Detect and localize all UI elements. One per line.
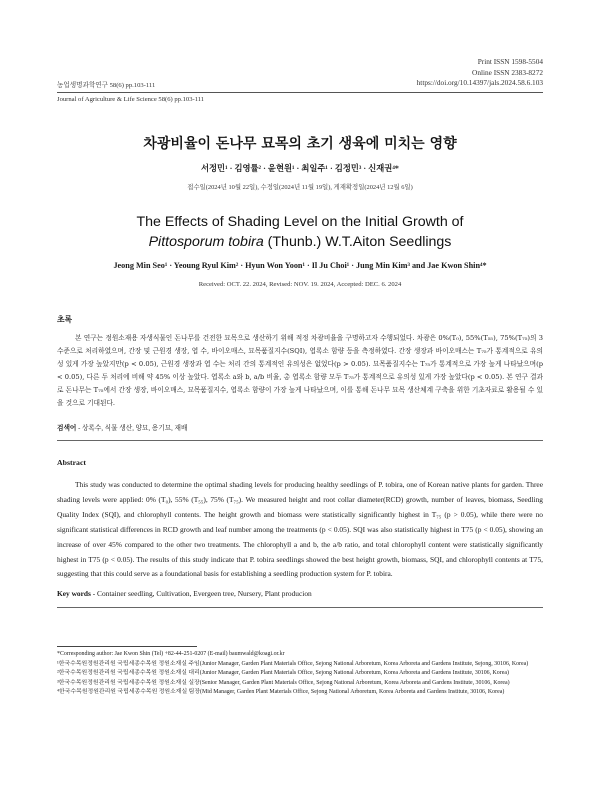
title-english — [0, 212, 600, 252]
keywords-en-values: - Container seedling, Cultivation, Evergeen tree, Nursery, Plant producion — [90, 589, 312, 598]
journal-en: Journal of Agriculture & Life Science 58(6) pp.103-111 — [57, 96, 205, 103]
footnote-corresponding: *Corresponding author: Jae Kwon Shin (Tel) +82-44-251-0207 (E-mail) baumwald@koagi.or.kr — [57, 651, 285, 657]
dates-korean: 접수일(2024년 10월 22일), 수정일(2024년 11월 19일), 게재확정일(2024년 12월 6일) — [187, 184, 413, 191]
journal-kr: 농업생명과학연구 58(6) pp.103-111 — [57, 82, 156, 89]
species-name: Pittosporum tobira — [148, 234, 264, 250]
keywords-en-label: Key words — [57, 589, 91, 598]
keywords-kr-values: - 상록수, 식물 생산, 양묘, 용기묘, 재배 — [76, 425, 188, 432]
dates-english: Received: OCT. 22. 2024, Revised: NOV. 19. 2024, Accepted: DEC. 6. 2024 — [198, 281, 402, 288]
footnote-1: ¹한국수목원정원관리원 국립세종수목원 정원소재실 주임(Junior Manager, Garden Plant Materials Office, Sejong National Arboretum, Korea Arboreta and Gardens Institute, Sejong, 30106, Korea) — [57, 660, 529, 667]
abstract-en-heading: Abstract — [57, 458, 87, 467]
footnote-2: ²한국수목원정원관리원 국립세종수목원 정원소재실 대리(Junior Manager, Garden Plant Materials Office, Sejong National Arboretum, Korea Arboreta and Gardens Institute, 30106, Korea) — [57, 670, 509, 677]
title-korean: 차광비율이 돈나무 묘목의 초기 생육에 미치는 영향 — [143, 136, 457, 152]
authors-english: Jeong Min Seo¹ · Yeoung Ryul Kim² · Hyun Won Yoon¹ · Il Ju Choi¹ · Jung Min Kim³ and Jae Kwon Shin⁴* — [113, 261, 487, 270]
abstract-kr-heading: 초록 — [57, 315, 73, 324]
footnotes — [57, 650, 547, 698]
footnote-4: ⁴한국수목원정원관리원 국립세종수목원 정원소재실 팀장(Mid Manager, Garden Plant Materials Office, Sejong National Arboretum, Korea Arboreta and Gardens Institute, 30106, Korea) — [57, 689, 505, 696]
issn-block — [417, 57, 543, 89]
print-issn: Print ISSN 1598-5504 — [477, 57, 543, 66]
header-divider — [57, 92, 543, 93]
footnote-3: ³한국수목원정원관리원 국립세종수목원 정원소재실 실장(Senior Manager, Garden Plant Materials Office, Sejong National Arboretum, Korea Arboreta and Gardens Institute, 30106, Korea) — [57, 679, 510, 686]
title-english-line2 — [0, 232, 600, 252]
title-english-rest: (Thunb.) W.T.Aiton Seedlings — [263, 234, 452, 250]
section-divider — [57, 440, 543, 441]
authors-korean: 서정민¹ · 김영률² · 윤현원¹ · 최일주¹ · 김정민³ · 신재권⁴* — [201, 164, 399, 173]
keywords-english — [57, 589, 312, 598]
title-english-line1: The Effects of Shading Level on the Initial Growth of — [136, 214, 464, 230]
online-issn: Online ISSN 2383-8272 — [472, 67, 543, 77]
footnote-divider — [57, 646, 197, 647]
keywords-korean — [57, 422, 187, 432]
abstract-korean: 본 연구는 정원소재용 자생식물인 돈나무를 건전한 묘목으로 생산하기 위해 적정 차광비율을 구명하고자 수행되었다. 차광은 0%(T₀), 55%(T₅₅), 75%(T₇₅)의 3수준으로 처리하였으며, 간장 및 근원경 생장, 엽 수, 바이오매스, 묘목품질지수(SQI), 엽록소 함량 등을 측정하였다. 간장 생장과 바이오매스는 T₇₅가 통계적으로 유의성 있게 가장 높았지만(p < 0.05), 근원경 생장과 엽 수는 처리 간의 통계적인 유의성은 없었다(p > 0.05). 묘목품질지수는 T₇₅가 통계적으로 가장 높게 나타났으며(p < 0.05), 다른 두 처리에 비해 약 45% 이상 높았다. 엽록소 a와 b, a/b 비율, 총 엽록소 함량 모두 T₇₅가 통계적으로 유의성 있게 가장 높았다(p < 0.05). 본 연구 결과로 돈나무는 T₇₅에서 간장 생장, 바이오매스, 묘목품질지수, 엽록소 함량이 가장 높게 나타났으며, 이를 통해 돈나무 묘목 생산체계 구축을 위한 기초자료로 활용될 수 있을 것으로 기대된다. — [57, 334, 543, 407]
section-divider-2 — [57, 607, 543, 608]
doi-link[interactable]: https://doi.org/10.14397/jals.2024.58.6.103 — [416, 78, 543, 87]
keywords-kr-label: 검색어 — [57, 425, 77, 432]
abstract-english: This study was conducted to determine the optimal shading levels for producing healthy seedlings of P. tobira, one of Korean native plants for garden. Three shading levels were applied: 0% (T₀), 55% (T₅₅), 75% (T₇₅). We measured height and root collar diameter(RCD) growth, number of leaves, biomass, Seedling Quality Index (SQI), and chlorophyll contents. The height growth and biomass were statistically significantly highest in T₇₅ (p > 0.05), while there were no significant statistical differences in RCD growth and leaf number among the treatments (p < 0.05). SQI was also statistically highest in T75 (p < 0.05), showing an increase of over 45% compared to the other two treatments. The chlorophyll a and b, the a/b ratio, and total chlorophyll content were statistically significantly highest in T75 (p < 0.05). The results of this study indicate that P. tobira seedlings showed the best height growth, biomass, SQI, and chlorophyll contents at T75, suggesting that this could serve as a foundational basis for establishing a seedling production system for P. tobira. — [57, 480, 543, 579]
